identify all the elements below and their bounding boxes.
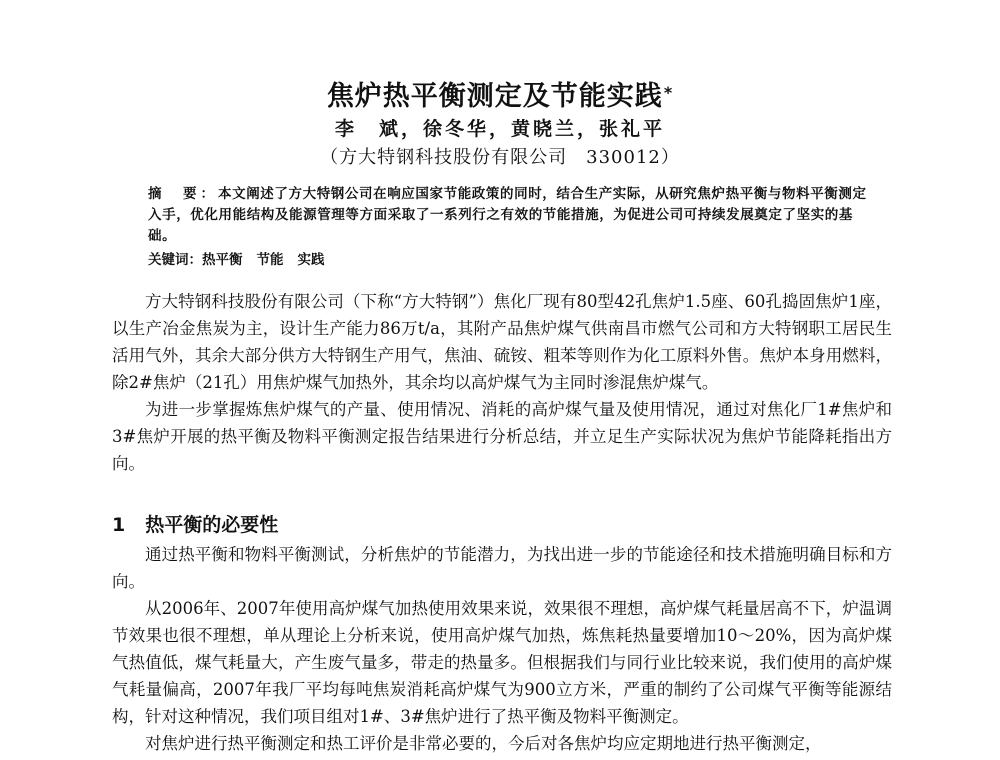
abstract-label: 摘 要： (148, 186, 218, 202)
section-number: 1 (112, 514, 126, 536)
body-paragraph: 对焦炉进行热平衡测定和热工评价是非常必要的，今后对各焦炉均应定期地进行热平衡测定， (145, 734, 822, 753)
title-text: 焦炉热平衡测定及节能实践 (326, 81, 663, 112)
section-title: 热平衡的必要性 (145, 514, 279, 536)
section-body (112, 541, 892, 757)
keyword-item: 节能 (256, 252, 284, 268)
body-paragraph: 为进一步掌握炼焦炉煤气的产量、使用情况、消耗的高炉煤气量及使用情况，通过对焦化厂1#焦炉和3#焦炉开展的热平衡及物料平衡测定报告结果进行分析总结，并立足生产实际状况为焦炉节能降耗指出方向。 (112, 400, 892, 473)
intro-section (112, 288, 892, 477)
keywords-label: 关键词： (148, 252, 202, 268)
body-paragraph: 通过热平衡和物料平衡测试，分析焦炉的节能潜力，为找出进一步的节能途径和技术措施明确目标和方向。 (112, 545, 892, 591)
body-paragraph: 从2006年、2007年使用高炉煤气加热使用效果来说，效果很不理想，高炉煤气耗量居高不下，炉温调节效果也很不理想，单从理论上分析来说，使用高炉煤气加热，炼焦耗热量要增加10～20%，因为高炉煤气热值低，煤气耗量大，产生废气量多，带走的热量多。但根据我们与同行业比较来说，我们使用的高炉煤气耗量偏高，2007年我厂平均每吨焦炭消耗高炉煤气为900立方米，严重的制约了公司煤气平衡等能源结构，针对这种情况，我们项目组对1#、3#焦炉进行了热平衡及物料平衡测定。 (112, 599, 892, 726)
abstract-block (148, 184, 870, 247)
paper-title (0, 80, 1000, 114)
body-paragraph: 方大特钢科技股份有限公司（下称“方大特钢”）焦化厂现有80型42孔焦炉1.5座、60孔捣固焦炉1座，以生产冶金焦炭为主，设计生产能力86万t/a，其附产品焦炉煤气供南昌市燃气公司和方大特钢职工居民生活用气外，其余大部分供方大特钢生产用气，焦油、硫铵、粗苯等则作为化工原料外售。焦炉本身用燃料，除2#焦炉（21孔）用焦炉煤气加热外，其余均以高炉煤气为主同时渗混焦炉煤气。 (112, 292, 892, 392)
title-footnote-mark: * (663, 83, 674, 102)
affiliation: （方大特钢科技股份有限公司 330012） (320, 147, 680, 168)
keywords-block (148, 250, 339, 271)
keyword-item: 实践 (297, 252, 325, 268)
keyword-item: 热平衡 (202, 252, 243, 268)
section-heading (112, 511, 278, 539)
abstract-text: 本文阐述了方大特钢公司在响应国家节能政策的同时，结合生产实际，从研究焦炉热平衡与物料平衡测定入手，优化用能结构及能源管理等方面采取了一系列行之有效的节能措施，为促进公司可持续发展奠定了坚实的基础。 (148, 186, 867, 244)
author-list: 李 斌，徐冬华，黄晓兰，张礼平 (334, 118, 665, 140)
